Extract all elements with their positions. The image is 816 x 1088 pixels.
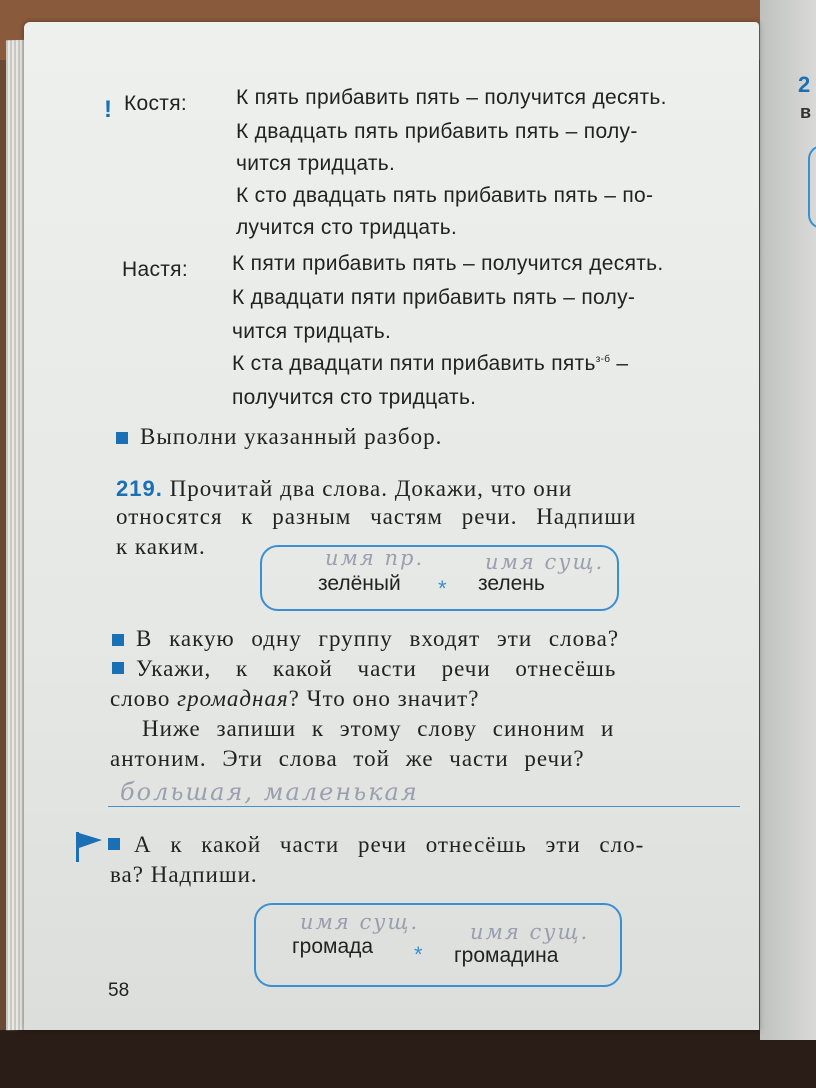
kostya-line-1: К пять прибавить пять – получится десять. — [236, 86, 667, 109]
square-bullet-icon — [112, 634, 124, 646]
nastya-name: Настя: — [122, 258, 188, 281]
square-bullet-icon — [112, 662, 124, 674]
task-219-line-1: 219. Прочитай два слова. Докажи, что они — [116, 476, 573, 501]
star-icon: * — [438, 576, 447, 601]
nastya-line-1: К пяти прибавить пять – получится десять. — [232, 252, 664, 275]
handwritten-answer: большая, маленькая — [120, 778, 419, 806]
task-219-line-2: относятся к разным частям речи. Надпиши — [116, 504, 637, 529]
square-bullet-icon — [116, 432, 128, 444]
kostya-name: Костя: — [124, 92, 188, 115]
word-gromada: громада — [292, 935, 374, 958]
flag-icon — [74, 830, 104, 864]
nastya-line-4: К ста двадцати пяти прибавить пять$^{з-б}$ – — [232, 352, 629, 375]
nastya-line-2: К двадцати пяти прибавить пять – полу- — [232, 286, 636, 309]
word-gromadnaya: громадная — [177, 686, 289, 711]
question-2-line-2: слово громадная? Что оно значит? — [110, 686, 480, 711]
question-4-line-1: А к какой части речи отнесёшь эти сло- — [134, 832, 645, 857]
question-3-line-1: Ниже запиши к этому слову синоним и — [142, 716, 615, 741]
handwritten-label-2: имя сущ. — [485, 550, 605, 574]
superscript-mark: з-б — [595, 354, 611, 365]
question-4-line-2: ва? Надпиши. — [110, 862, 258, 887]
page-number: 58 — [108, 980, 130, 1001]
kostya-line-5: лучится сто тридцать. — [236, 216, 458, 239]
table-shadow — [0, 1030, 816, 1088]
kostya-line-2: К двадцать пять прибавить пять – полу- — [236, 120, 638, 143]
kostya-line-3: чится тридцать. — [236, 152, 396, 175]
answer-line — [108, 806, 740, 807]
next-page-number: 2 — [798, 72, 811, 97]
nastya-line-3: чится тридцать. — [232, 320, 392, 343]
question-2-line-1: Укажи, к какой части речи отнесёшь — [136, 656, 617, 681]
analysis-task: Выполни указанный разбор. — [140, 424, 443, 449]
handwritten-label-1: имя пр. — [325, 546, 425, 570]
word-gromadina: громадина — [454, 944, 559, 967]
next-page-box — [808, 145, 816, 229]
task-219-line-3: к каким. — [116, 534, 206, 559]
word-zelenyy: зелёный — [318, 572, 401, 595]
task-number: 219. — [116, 476, 163, 501]
handwritten-label-3: имя сущ. — [300, 910, 420, 934]
square-bullet-icon — [108, 838, 120, 850]
star-icon: * — [414, 942, 423, 967]
question-1: В какую одну группу входят эти слова? — [136, 626, 620, 651]
handwritten-label-4: имя сущ. — [470, 920, 590, 944]
word-zelen: зелень — [478, 572, 545, 595]
nastya-line-5: получится сто тридцать. — [232, 386, 477, 409]
next-page-letter: в — [800, 102, 812, 122]
exclamation-icon: ! — [104, 96, 112, 123]
next-page-edge — [760, 0, 816, 1040]
kostya-line-4: К сто двадцать пять прибавить пять – по- — [236, 184, 654, 207]
question-3-line-2: антоним. Эти слова той же части речи? — [110, 746, 585, 771]
